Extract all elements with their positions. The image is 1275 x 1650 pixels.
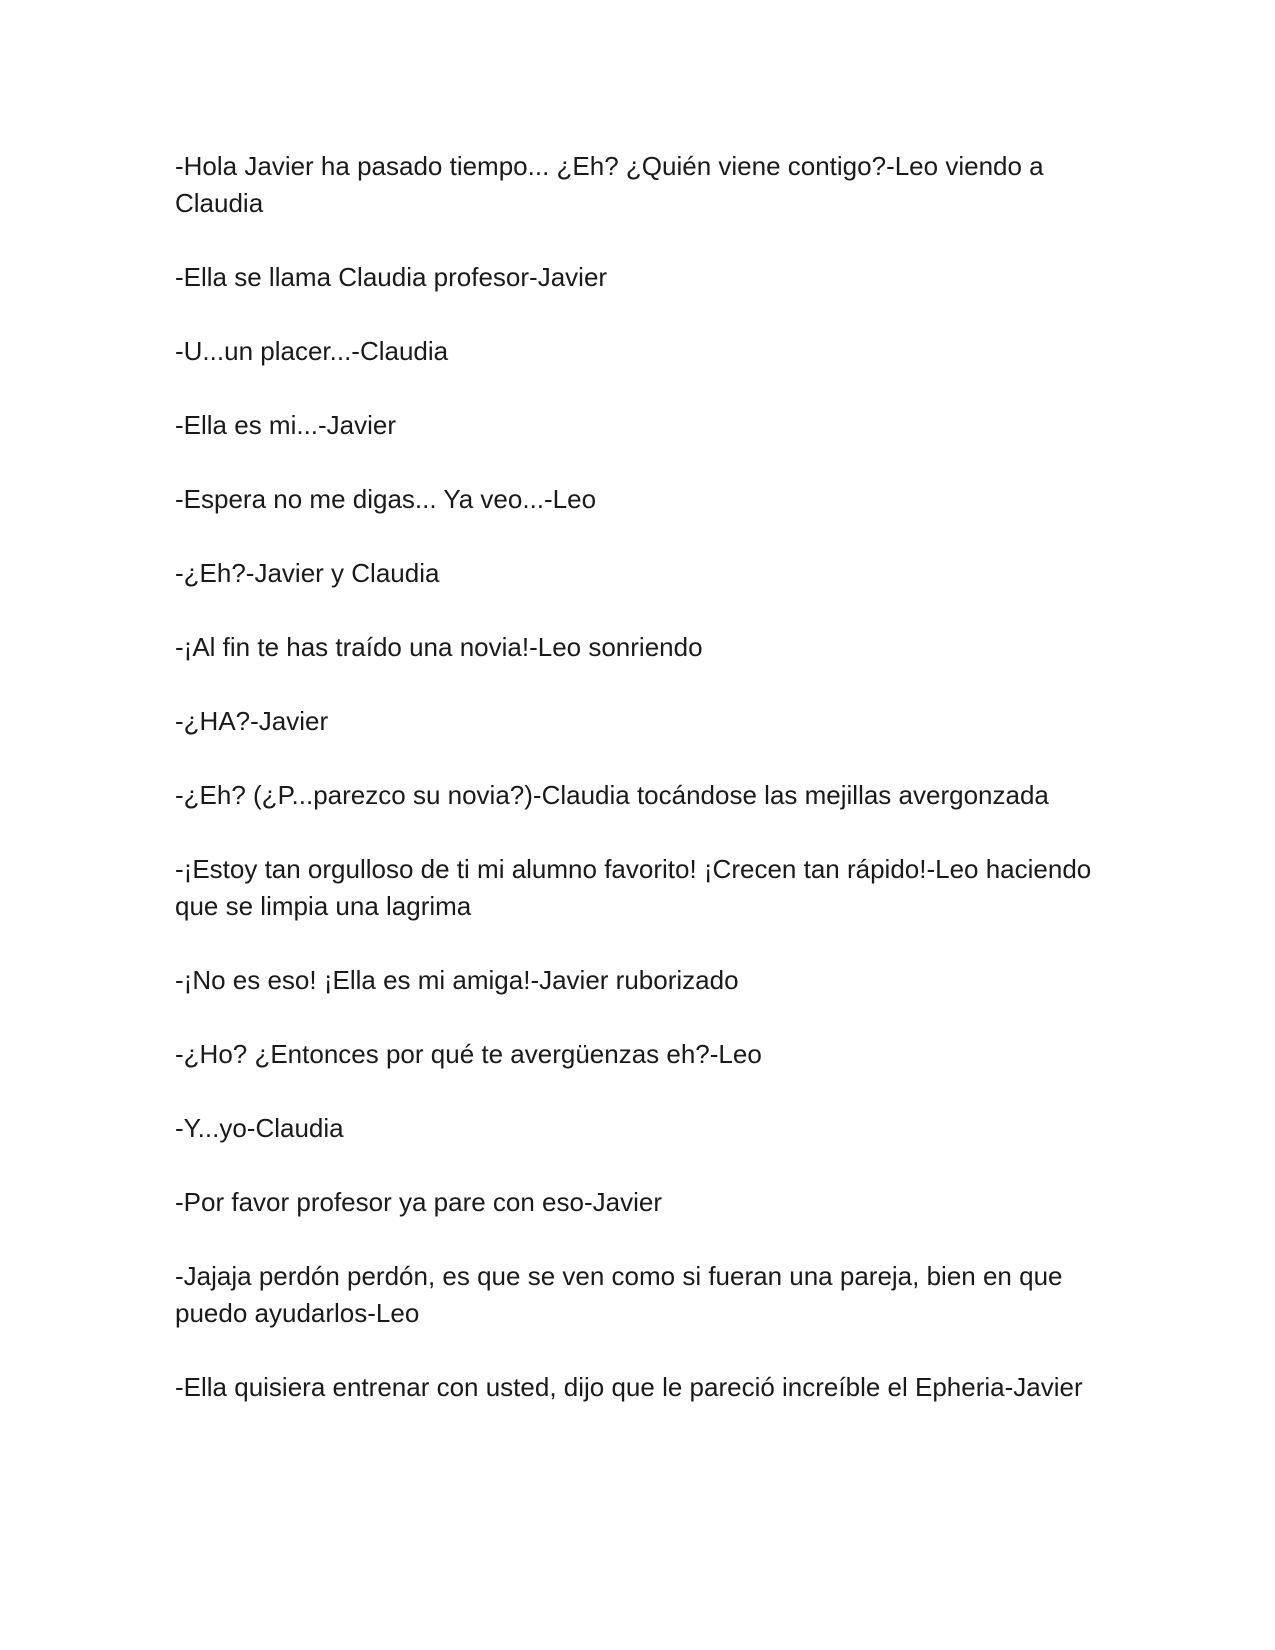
dialogue-line-11: -¡No es eso! ¡Ella es mi amiga!-Javier ruborizado — [175, 965, 739, 995]
dialogue-line-5: -Espera no me digas... Ya veo...-Leo — [175, 484, 597, 514]
dialogue-line-3: -U...un placer...-Claudia — [175, 336, 449, 366]
dialogue-line-7: -¡Al fin te has traído una novia!-Leo sonriendo — [175, 632, 703, 662]
dialogue-line-6: -¿Eh?-Javier y Claudia — [175, 558, 440, 588]
dialogue-line-12: -¿Ho? ¿Entonces por qué te avergüenzas eh?-Leo — [175, 1039, 762, 1069]
dialogue-line-8: -¿HA?-Javier — [175, 706, 329, 736]
dialogue-line-1: -Hola Javier ha pasado tiempo... ¿Eh? ¿Quién viene contigo?-Leo viendo a Claudia — [175, 151, 1044, 218]
dialogue-line-14: -Por favor profesor ya pare con eso-Javier — [175, 1187, 662, 1217]
dialogue-line-4: -Ella es mi...-Javier — [175, 410, 397, 440]
dialogue-line-16: -Ella quisiera entrenar con usted, dijo que le pareció increíble el Epheria-Javier — [175, 1372, 1083, 1402]
dialogue-line-9: -¿Eh? (¿P...parezco su novia?)-Claudia tocándose las mejillas avergonzada — [175, 780, 1049, 810]
dialogue-line-10: -¡Estoy tan orgulloso de ti mi alumno favorito! ¡Crecen tan rápido!-Leo haciendo que se limpia una lagrima — [175, 854, 1092, 921]
dialogue-line-2: -Ella se llama Claudia profesor-Javier — [175, 262, 608, 292]
dialogue-line-15: -Jajaja perdón perdón, es que se ven como si fueran una pareja, bien en que puedo ayudarlos-Leo — [175, 1261, 1063, 1328]
dialogue-line-13: -Y...yo-Claudia — [175, 1113, 344, 1143]
